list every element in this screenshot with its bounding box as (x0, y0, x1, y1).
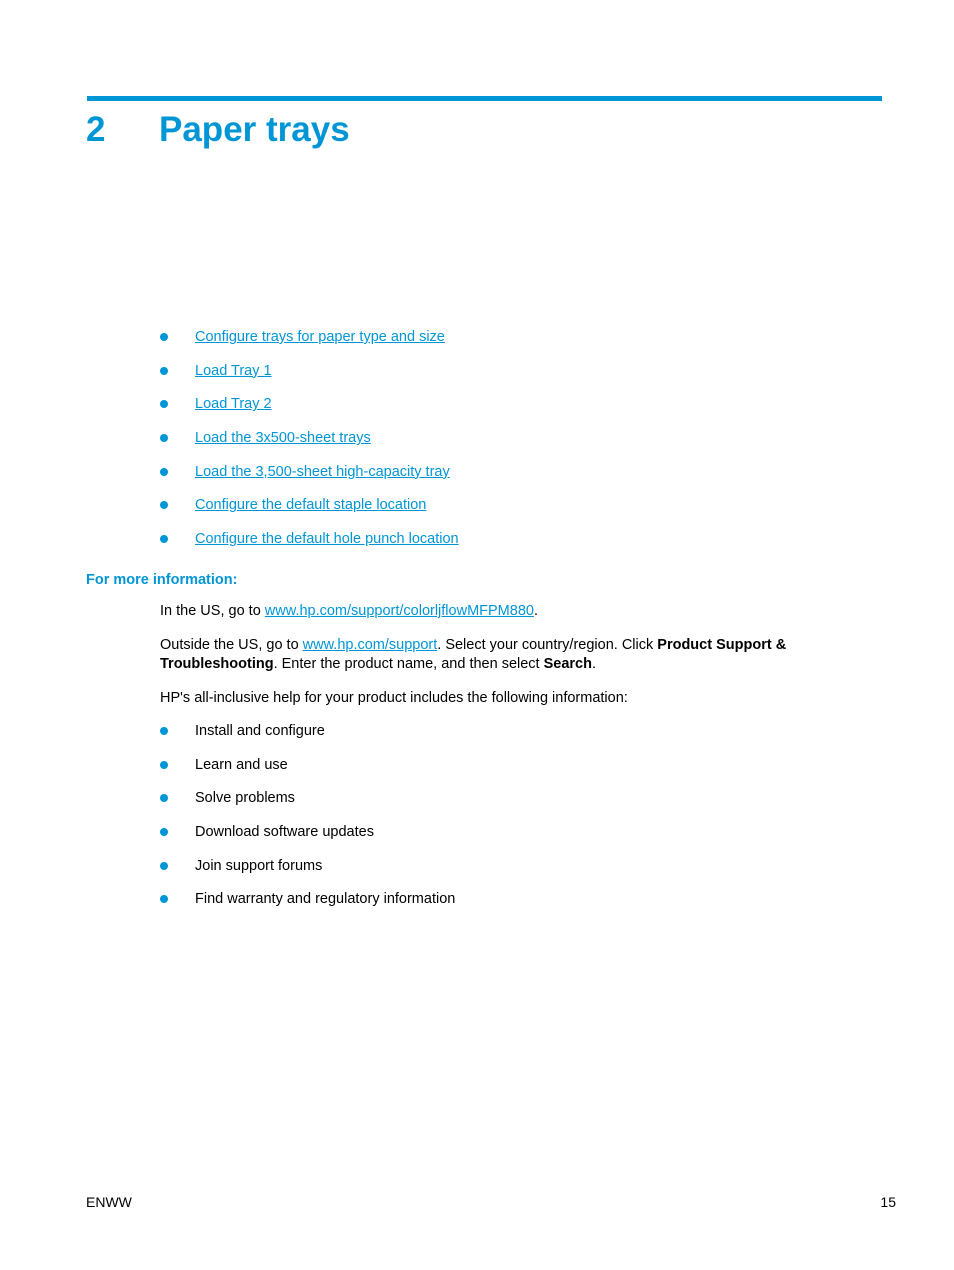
bullet-icon (160, 862, 168, 870)
bullet-icon (160, 333, 168, 341)
page-number: 15 (880, 1194, 896, 1210)
toc-link-hole-punch-location[interactable]: Configure the default hole punch location (195, 531, 459, 548)
list-item (160, 856, 455, 890)
help-list (160, 721, 455, 923)
help-item: Solve problems (195, 790, 295, 807)
list-item (160, 462, 459, 496)
product-support-label: Product Support & Troubleshooting (160, 637, 787, 672)
bullet-icon (160, 434, 168, 442)
list-item (160, 495, 459, 529)
toc-link-load-tray-1[interactable]: Load Tray 1 (195, 362, 272, 379)
bullet-icon (160, 535, 168, 543)
outside-us-paragraph (160, 636, 840, 674)
bullet-icon (160, 400, 168, 408)
bullet-icon (160, 501, 168, 509)
bullet-icon (160, 794, 168, 802)
more-info-heading: For more information: (86, 572, 238, 588)
bullet-icon (160, 468, 168, 476)
bullet-icon (160, 761, 168, 769)
help-item: Install and configure (195, 723, 325, 739)
toc-link-staple-location[interactable]: Configure the default staple location (195, 497, 427, 514)
list-item (160, 721, 455, 755)
help-item: Download software updates (195, 824, 374, 841)
list-item (160, 822, 455, 856)
us-paragraph (160, 602, 840, 621)
us-support-link[interactable]: www.hp.com/support/colorljflowMFPM880 (264, 603, 534, 619)
toc-link-configure-trays[interactable]: Configure trays for paper type and size (195, 329, 445, 345)
help-intro: HP's all-inclusive help for your product includes the following information: (160, 690, 628, 706)
list-item (160, 327, 459, 361)
toc-link-3x500-trays[interactable]: Load the 3x500-sheet trays (195, 430, 371, 447)
search-label: Search (543, 656, 592, 672)
bullet-icon (160, 828, 168, 836)
toc-link-hcc-tray[interactable]: Load the 3,500-sheet high-capacity tray (195, 463, 450, 480)
bullet-icon (160, 895, 168, 903)
help-item: Learn and use (195, 756, 288, 773)
us-suffix: . (533, 603, 538, 619)
toc-list (160, 327, 459, 563)
footer-label: ENWW (86, 1194, 132, 1210)
outside-prefix: Outside the US, go to (160, 637, 303, 653)
chapter-number: 2 (86, 110, 106, 149)
list-item (160, 788, 455, 822)
us-prefix: In the US, go to (160, 603, 265, 619)
bullet-icon (160, 367, 168, 375)
list-item (160, 394, 459, 428)
help-item: Join support forums (195, 857, 323, 874)
toc-link-load-tray-2[interactable]: Load Tray 2 (195, 396, 272, 413)
help-item: Find warranty and regulatory information (195, 891, 456, 908)
outside-mid2: . Enter the product name, and then select (273, 656, 544, 672)
list-item (160, 361, 459, 395)
list-item (160, 755, 455, 789)
chapter-title: Paper trays (159, 110, 350, 149)
support-link[interactable]: www.hp.com/support (302, 637, 438, 653)
outside-mid: . Select your country/region. Click (437, 637, 658, 653)
chapter-rule (87, 96, 882, 101)
list-item (160, 529, 459, 563)
bullet-icon (160, 727, 168, 735)
list-item (160, 428, 459, 462)
list-item (160, 889, 455, 923)
outside-suffix: . (591, 656, 597, 672)
